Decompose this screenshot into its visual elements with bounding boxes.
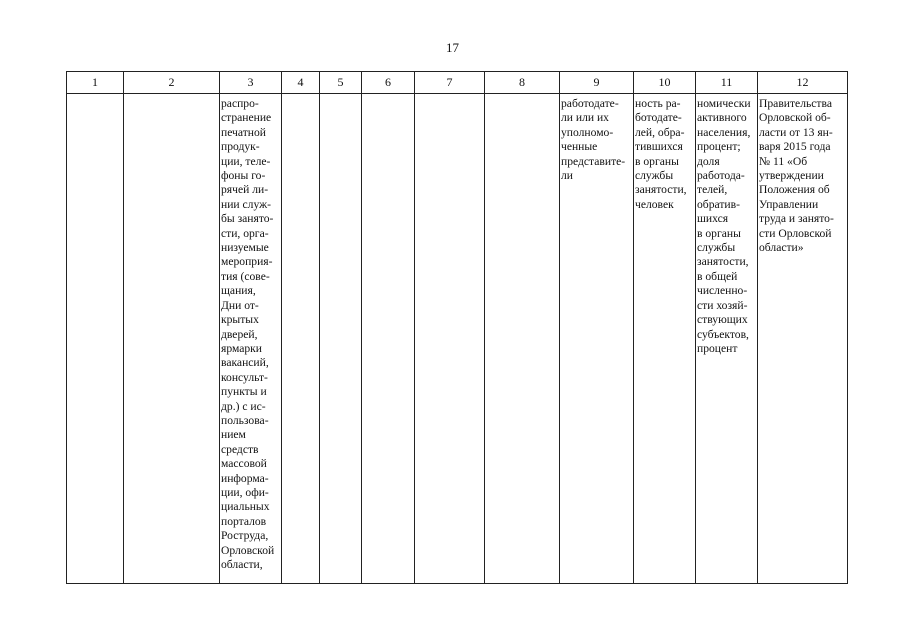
cell-text-line: в органы	[697, 226, 741, 240]
cell-text-line: № 11 «Об	[759, 154, 808, 168]
column-header-11: 11	[696, 72, 758, 94]
cell-text-line: численно-	[697, 284, 748, 298]
cell-text-line: ли или их	[561, 111, 609, 125]
cell-text-line: субъектов,	[697, 327, 749, 341]
cell-text-line: утверждении	[759, 169, 824, 183]
cell-text-line: ствующих	[697, 313, 748, 327]
cell-text-line: работода-	[697, 169, 745, 183]
column-header-7: 7	[415, 72, 485, 94]
cell-text-line: циальных	[221, 500, 270, 514]
column-header-4: 4	[282, 72, 320, 94]
cell-text-line: человек	[635, 197, 674, 211]
cell-text-line: бы занято-	[221, 212, 274, 226]
cell-text-line: труда и занято-	[759, 212, 834, 226]
table-header	[67, 72, 848, 94]
table-cell-col5	[320, 94, 362, 584]
cell-text-line: распро-	[221, 97, 259, 110]
cell-text-line: занятости,	[697, 255, 749, 269]
cell-text-line: порталов	[221, 514, 267, 528]
cell-text-line: представите-	[561, 154, 626, 168]
cell-text-line: процент	[697, 341, 738, 355]
cell-text-line: ченные	[561, 140, 598, 154]
cell-text-line: Роструда,	[221, 529, 269, 543]
table-cell-col4	[282, 94, 320, 584]
cell-text-line: сти Орловской	[759, 226, 832, 240]
cell-text-line: шихся	[697, 212, 729, 226]
table-cell-col2	[124, 94, 220, 584]
cell-text-line: ярмарки	[221, 341, 262, 355]
cell-text-line: процент;	[697, 140, 741, 154]
cell-text-line: вакансий,	[221, 356, 269, 370]
column-header-5: 5	[320, 72, 362, 94]
column-header-1: 1	[67, 72, 124, 94]
cell-text-line: сти, орга-	[221, 226, 269, 240]
table-cell-col10	[634, 94, 696, 584]
cell-text-line: доля	[697, 154, 720, 168]
cell-text-line: фоны го-	[221, 169, 266, 183]
cell-text-line: ботодате-	[635, 111, 682, 125]
table-cell-col11	[696, 94, 758, 584]
table-cell-col8	[485, 94, 560, 584]
cell-text-line: в органы	[635, 154, 679, 168]
table-cell-col3	[220, 94, 282, 584]
cell-text-line: дверей,	[221, 327, 258, 341]
cell-text-line: крытых	[221, 313, 259, 327]
column-header-3: 3	[220, 72, 282, 94]
cell-text-line: ции, теле-	[221, 154, 271, 168]
cell-text-line: в общей	[697, 269, 738, 283]
table-cell-col9	[560, 94, 634, 584]
cell-text-line: мероприя-	[221, 255, 273, 269]
table-row	[67, 94, 848, 584]
cell-text-line: активного	[697, 111, 747, 125]
header-row	[67, 72, 848, 94]
cell-text-line: тия (сове-	[221, 269, 270, 283]
cell-text-line: службы	[635, 169, 674, 183]
cell-text-line: уполномо-	[561, 125, 614, 139]
cell-text-line: пользова-	[221, 413, 269, 427]
cell-text-line: Дни от-	[221, 298, 259, 312]
cell-text-line: Положения об	[759, 183, 830, 197]
cell-text-line: обратив-	[697, 197, 740, 211]
cell-text-line: Правительства	[759, 97, 832, 110]
table-cell-col12	[758, 94, 848, 584]
cell-text-line: Управлении	[759, 197, 819, 211]
data-table	[66, 71, 848, 584]
cell-text-line: службы	[697, 241, 736, 255]
column-header-9: 9	[560, 72, 634, 94]
cell-text-line: номически	[697, 97, 751, 110]
cell-text-line: рячей ли-	[221, 183, 269, 197]
cell-text-line: тившихся	[635, 140, 683, 154]
cell-text-line: ции, офи-	[221, 485, 269, 499]
cell-text-line: ли	[561, 169, 573, 183]
cell-text-line: пункты и	[221, 385, 267, 399]
column-header-8: 8	[485, 72, 560, 94]
cell-text-line: печатной	[221, 125, 267, 139]
cell-text-line: странение	[221, 111, 272, 125]
cell-text-line: работодате-	[561, 97, 619, 110]
cell-text-line: области,	[221, 558, 263, 571]
cell-text-line: др.) с ис-	[221, 399, 266, 413]
cell-text-line: информа-	[221, 471, 269, 485]
cell-text-line: средств	[221, 442, 259, 456]
column-header-12: 12	[758, 72, 848, 94]
page-number: 17	[446, 40, 459, 55]
table-cell-col7	[415, 94, 485, 584]
cell-text-line: лей, обра-	[635, 125, 685, 139]
cell-text-line: населения,	[697, 125, 751, 139]
column-header-10: 10	[634, 72, 696, 94]
table-cell-col1	[67, 94, 124, 584]
cell-text-line: массовой	[221, 457, 267, 471]
column-header-6: 6	[362, 72, 415, 94]
cell-text-line: низуемые	[221, 241, 269, 255]
table-cell-col6	[362, 94, 415, 584]
cell-text-line: ласти от 13 ян-	[759, 125, 833, 139]
cell-text-line: области»	[759, 241, 804, 255]
cell-text-line: занятости,	[635, 183, 687, 197]
cell-text-line: Орловской	[221, 543, 275, 557]
cell-text-line: ность ра-	[635, 97, 681, 110]
cell-text-line: нии служ-	[221, 197, 271, 211]
column-header-2: 2	[124, 72, 220, 94]
cell-text-line: Орловской об-	[759, 111, 831, 125]
cell-text-line: продук-	[221, 140, 260, 154]
cell-text-line: сти хозяй-	[697, 298, 748, 312]
cell-text-line: нием	[221, 428, 246, 442]
cell-text-line: консульт-	[221, 370, 268, 384]
cell-text-line: щания,	[221, 284, 256, 298]
cell-text-line: варя 2015 года	[759, 140, 831, 154]
cell-text-line: телей,	[697, 183, 728, 197]
